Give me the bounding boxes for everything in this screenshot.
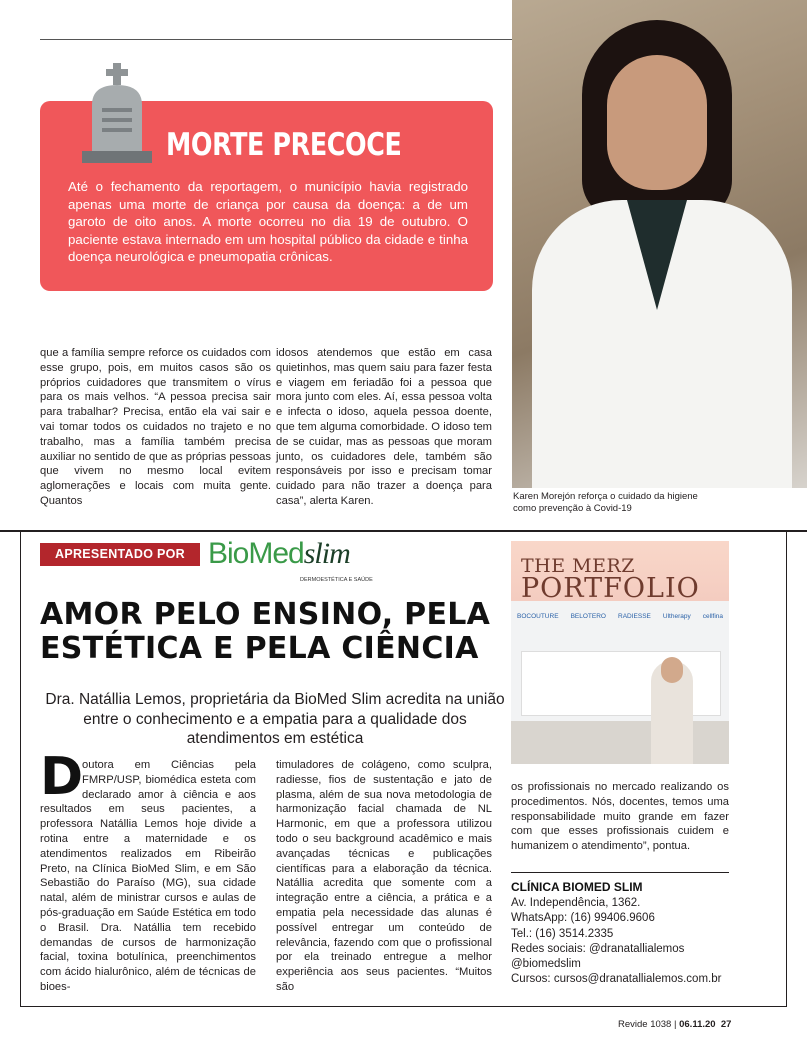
merz-photo: THE MERZ PORTFOLIO BOCOUTURE BELOTERO RADIESSE Ultherapy cellfina — [511, 541, 729, 764]
clinic-phone: Tel.: (16) 3514.2335 — [511, 927, 614, 940]
top-rule — [40, 39, 512, 40]
clinic-name: CLÍNICA BIOMED SLIM — [511, 880, 643, 894]
body-column-2: timuladores de colágeno, como sculpra, radiesse, fios de sustentação e jato de plasma, além de sua nova metodologia de harmonização facial chamada de NL Harmonic, em que a professora utilizou todo o seu background acadêmico e mais avançadas técnicas e publicações científicas para a elaboração da técnica. Natállia acredita que somente com a integração entre a ciência, a prática e a empatia pela necessidade das alunas é possível entregar um conteúdo de relevância, fazendo com que o profissional por ela treinado entregue a melhor experiência aos seus pacientes. “Muitos são — [276, 759, 492, 993]
clinic-whatsapp: WhatsApp: (16) 99406.9606 — [511, 912, 655, 925]
body-column-1: outora em Ciências pela FMRP/USP, biomédica esteta com declarado amor à ciência e aos resultados em seus pacientes, a professora Natállia Lemos hoje divide a rotina entre a maternidade e os atendimentos realizados em Ribeirão Preto, na Clínica BioMed Slim, e em São Sebastião do Paraíso (MG), sua cidade natal, além de ministrar cursos e aulas de pós-graduação em Saúde Estética em todo o Brasil. Dra. Natállia tem recebido demandas de cursos de harmonização facial, toxina botulínica, preenchimentos com ácido hialurônico, além de técnicas de bioes- — [40, 759, 256, 993]
page-footer: Revide 1038 | 06.11.20 27 — [618, 1019, 732, 1030]
top-column-1: que a família sempre reforce os cuidados com esse grupo, pois, em muitos casos são os próprios cuidadores que transmitem o vírus para os mais velhos. “A pessoa precisa sair para trabalhar? Precisa, então ela vai sair e vai tomar todos os cuidados no trajeto e no trabalho, mas a família também precisa auxiliar no sentido de que as próprias pessoas que vivem no mesmo local evitem aglomerações e locais com muita gente. Quantos — [40, 347, 271, 507]
subhead: Dra. Natállia Lemos, proprietária da BioMed Slim acredita na união entre o conhecimento e a empatia para a qualidade dos atendimentos em estética — [45, 691, 505, 747]
clinic-social-2: @biomedslim — [511, 958, 581, 971]
biomed-slim-logo: BioMedslim DERMOESTÉTICA E SAÚDE — [208, 537, 373, 583]
clinic-address: Av. Independência, 1362. — [511, 897, 641, 909]
info-divider — [511, 872, 729, 873]
clinic-info — [511, 896, 741, 988]
drop-cap: D — [40, 747, 84, 807]
body-column-3: os profissionais no mercado realizando os procedimentos. Nós, docentes, temos uma responsabilidade muito grande em fazer com que esses profissionais cuidem e humanizem o atendimento”, pontua. — [511, 781, 729, 853]
karen-photo — [512, 0, 807, 488]
photo-caption: Karen Morejón reforça o cuidado da higiene como prevenção à Covid-19 — [513, 491, 698, 514]
sponsor-badge: APRESENTADO POR — [40, 543, 200, 566]
clinic-social: Redes sociais: @dranatallialemos — [511, 942, 685, 955]
clinic-courses: Cursos: cursos@dranatallialemos.com.br — [511, 973, 722, 986]
top-column-2: idosos atendemos que estão em casa quietinhos, mas quem saiu para fazer festa e viagem em feriadão foi a pessoa que mora junto com eles. Aí, essa pessoa volta e infecta o idoso, aquela pessoa doente, que tem alguma comorbidade. O idoso tem de se cuidar, mas as pessoas que moram junto, os cuidadores dele, também são responsáveis por isso e precisam tomar cuidado para não trazer a doença para casa”, alerta Karen. — [276, 347, 492, 507]
headline: AMOR PELO ENSINO, PELA ESTÉTICA E PELA CIÊNCIA — [40, 597, 491, 666]
tombstone-icon — [82, 63, 152, 163]
box-title: MORTE PRECOCE — [166, 127, 402, 163]
box-text: Até o fechamento da reportagem, o município havia registrado apenas uma morte de criança por causa da doença: a de um garoto de oito anos. A morte ocorreu no dia 19 de outubro. O paciente estava internado em um hospital público da cidade e tinha doença neurológica e pneumopatia crônicas. — [68, 179, 468, 264]
